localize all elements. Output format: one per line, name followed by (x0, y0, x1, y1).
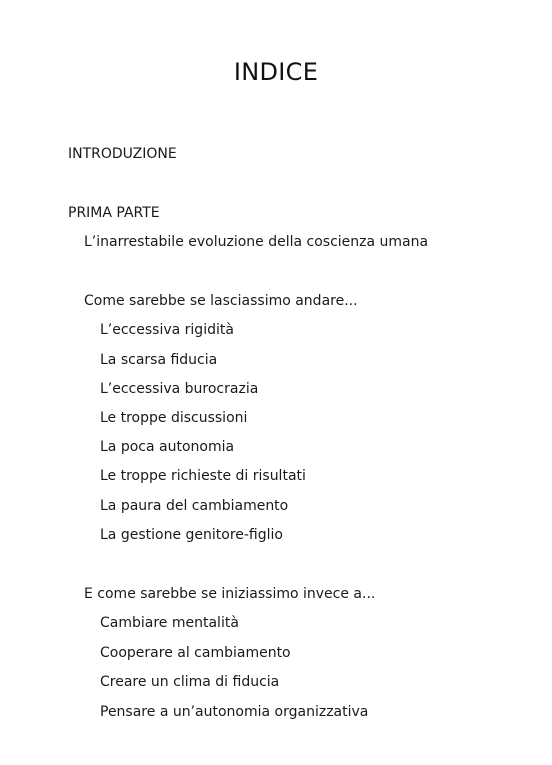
toc-entry-iniziassimo: E come sarebbe se iniziassimo invece a... (84, 586, 376, 602)
toc-subentry: Cambiare mentalità (100, 615, 239, 631)
toc-subentry: Cooperare al cambiamento (100, 645, 291, 661)
toc-subentry: Pensare a un’autonomia organizzativa (100, 704, 369, 720)
toc-subentry: Le troppe richieste di risultati (100, 468, 306, 484)
toc-subentry: Creare un clima di fiducia (100, 674, 280, 690)
toc-subentry: La paura del cambiamento (100, 498, 289, 514)
toc-subentry: L’eccessiva rigidità (100, 322, 234, 338)
toc-subentry: La scarsa fiducia (100, 352, 218, 368)
toc-subentry: Le troppe discussioni (100, 410, 248, 426)
toc-entry-prima-parte: PRIMA PARTE (68, 205, 160, 221)
toc-subentry: La poca autonomia (100, 439, 235, 455)
toc-entry-introduzione: INTRODUZIONE (68, 146, 177, 162)
page-title: INDICE (233, 58, 319, 86)
toc-subentry: La gestione genitore-figlio (100, 527, 283, 543)
toc-subentry: L’eccessiva burocrazia (100, 381, 259, 397)
toc-entry-evoluzione: L’inarrestabile evoluzione della coscienza umana (84, 234, 429, 250)
toc-entry-lasciassimo-andare: Come sarebbe se lasciassimo andare... (84, 293, 358, 309)
